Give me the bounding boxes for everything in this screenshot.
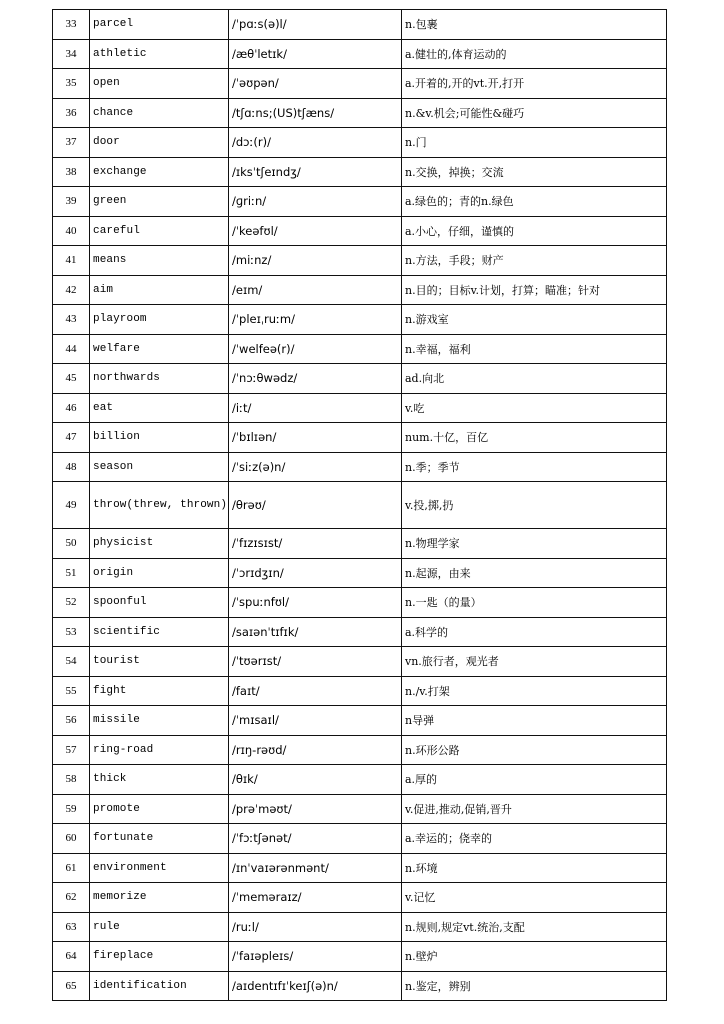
- entry-word: northwards: [90, 364, 229, 394]
- entry-meaning: n.&v.机会;可能性&碰巧: [402, 98, 667, 128]
- entry-word: season: [90, 452, 229, 482]
- entry-word: fight: [90, 676, 229, 706]
- entry-meaning: n.鉴定，辨别: [402, 971, 667, 1001]
- entry-word: spoonful: [90, 588, 229, 618]
- entry-word: physicist: [90, 529, 229, 559]
- entry-phonetic: /ˈspuːnfʊl/: [229, 588, 402, 618]
- entry-word: tourist: [90, 647, 229, 677]
- entry-number: 39: [53, 187, 90, 217]
- entry-number: 49: [53, 482, 90, 529]
- table-row: [53, 529, 667, 559]
- entry-phonetic: /ˈwelfeə(r)/: [229, 334, 402, 364]
- entry-phonetic: /rɪŋ-rəʊd/: [229, 735, 402, 765]
- entry-phonetic: /ˈmɪsaɪl/: [229, 706, 402, 736]
- entry-number: 61: [53, 853, 90, 883]
- entry-meaning: a.开着的,开的vt.开,打开: [402, 69, 667, 99]
- entry-word: athletic: [90, 39, 229, 69]
- entry-word: memorize: [90, 883, 229, 913]
- entry-number: 34: [53, 39, 90, 69]
- entry-number: 42: [53, 275, 90, 305]
- entry-phonetic: /ˈkeəfʊl/: [229, 216, 402, 246]
- entry-phonetic: /ˈbɪlɪən/: [229, 423, 402, 453]
- table-row: [53, 128, 667, 158]
- table-row: [53, 10, 667, 40]
- entry-word: identification: [90, 971, 229, 1001]
- table-row: [53, 275, 667, 305]
- entry-number: 55: [53, 676, 90, 706]
- table-row: [53, 647, 667, 677]
- entry-word: playroom: [90, 305, 229, 335]
- table-row: [53, 69, 667, 99]
- entry-number: 45: [53, 364, 90, 394]
- entry-phonetic: /ˈfɔːtʃənət/: [229, 824, 402, 854]
- entry-meaning: n.环境: [402, 853, 667, 883]
- vocabulary-table: [52, 9, 667, 1001]
- table-row: [53, 706, 667, 736]
- entry-word: eat: [90, 393, 229, 423]
- entry-meaning: n.规则,规定vt.统治,支配: [402, 912, 667, 942]
- entry-phonetic: /ˈfɪzɪsɪst/: [229, 529, 402, 559]
- entry-word: parcel: [90, 10, 229, 40]
- entry-phonetic: /miːnz/: [229, 246, 402, 276]
- entry-number: 65: [53, 971, 90, 1001]
- table-row: [53, 187, 667, 217]
- entry-number: 44: [53, 334, 90, 364]
- entry-word: rule: [90, 912, 229, 942]
- entry-meaning: v.投,掷,扔: [402, 482, 667, 529]
- entry-phonetic: /prəˈməʊt/: [229, 794, 402, 824]
- entry-word: scientific: [90, 617, 229, 647]
- entry-number: 40: [53, 216, 90, 246]
- table-row: [53, 735, 667, 765]
- table-row: [53, 39, 667, 69]
- entry-phonetic: /eɪm/: [229, 275, 402, 305]
- entry-word: ring-road: [90, 735, 229, 765]
- entry-phonetic: /ruːl/: [229, 912, 402, 942]
- entry-word: billion: [90, 423, 229, 453]
- table-row: [53, 334, 667, 364]
- entry-word: means: [90, 246, 229, 276]
- entry-meaning: ad.向北: [402, 364, 667, 394]
- table-row: [53, 246, 667, 276]
- entry-phonetic: /dɔː(r)/: [229, 128, 402, 158]
- entry-meaning: n.包裹: [402, 10, 667, 40]
- entry-number: 50: [53, 529, 90, 559]
- entry-meaning: n.游戏室: [402, 305, 667, 335]
- table-row: [53, 824, 667, 854]
- entry-number: 58: [53, 765, 90, 795]
- entry-number: 43: [53, 305, 90, 335]
- entry-meaning: num.十亿，百亿: [402, 423, 667, 453]
- entry-meaning: n./v.打架: [402, 676, 667, 706]
- entry-word: exchange: [90, 157, 229, 187]
- entry-meaning: v.促进,推动,促销,晋升: [402, 794, 667, 824]
- table-row: [53, 98, 667, 128]
- entry-meaning: n.门: [402, 128, 667, 158]
- entry-number: 47: [53, 423, 90, 453]
- vocabulary-page: [52, 9, 666, 1001]
- table-row: [53, 853, 667, 883]
- entry-word: green: [90, 187, 229, 217]
- entry-number: 41: [53, 246, 90, 276]
- entry-word: throw(threw, thrown): [90, 482, 229, 529]
- entry-word: promote: [90, 794, 229, 824]
- entry-phonetic: /faɪt/: [229, 676, 402, 706]
- entry-number: 33: [53, 10, 90, 40]
- entry-word: missile: [90, 706, 229, 736]
- entry-word: origin: [90, 558, 229, 588]
- entry-meaning: n.幸福，福利: [402, 334, 667, 364]
- entry-meaning: a.厚的: [402, 765, 667, 795]
- table-row: [53, 558, 667, 588]
- entry-phonetic: /tʃɑːns;(US)tʃæns/: [229, 98, 402, 128]
- entry-meaning: n.交换，掉换；交流: [402, 157, 667, 187]
- table-row: [53, 912, 667, 942]
- entry-word: welfare: [90, 334, 229, 364]
- table-row: [53, 942, 667, 972]
- entry-meaning: vn.旅行者，观光者: [402, 647, 667, 677]
- entry-number: 62: [53, 883, 90, 913]
- entry-word: aim: [90, 275, 229, 305]
- entry-phonetic: /ɪnˈvaɪərənmənt/: [229, 853, 402, 883]
- entry-meaning: a.健壮的,体育运动的: [402, 39, 667, 69]
- entry-meaning: n.季；季节: [402, 452, 667, 482]
- table-row: [53, 765, 667, 795]
- entry-phonetic: /ɡriːn/: [229, 187, 402, 217]
- table-row: [53, 364, 667, 394]
- entry-number: 38: [53, 157, 90, 187]
- entry-meaning: a.小心，仔细，谨慎的: [402, 216, 667, 246]
- entry-number: 46: [53, 393, 90, 423]
- entry-meaning: a.绿色的；青的n.绿色: [402, 187, 667, 217]
- entry-number: 59: [53, 794, 90, 824]
- vocabulary-table-body: [53, 10, 667, 1001]
- entry-meaning: n.物理学家: [402, 529, 667, 559]
- table-row: [53, 676, 667, 706]
- entry-number: 48: [53, 452, 90, 482]
- entry-phonetic: /aɪdentɪfɪˈkeɪʃ(ə)n/: [229, 971, 402, 1001]
- entry-phonetic: /ˈɔrɪdʒɪn/: [229, 558, 402, 588]
- entry-number: 53: [53, 617, 90, 647]
- table-row: [53, 883, 667, 913]
- entry-meaning: v.吃: [402, 393, 667, 423]
- entry-phonetic: /ˈəʊpən/: [229, 69, 402, 99]
- entry-meaning: v.记忆: [402, 883, 667, 913]
- entry-phonetic: /ˈpɑːs(ə)l/: [229, 10, 402, 40]
- entry-meaning: n.壁炉: [402, 942, 667, 972]
- table-row: [53, 216, 667, 246]
- entry-meaning: n导弹: [402, 706, 667, 736]
- entry-meaning: a.幸运的；侥幸的: [402, 824, 667, 854]
- entry-number: 64: [53, 942, 90, 972]
- entry-phonetic: /θɪk/: [229, 765, 402, 795]
- entry-number: 52: [53, 588, 90, 618]
- entry-number: 56: [53, 706, 90, 736]
- entry-phonetic: /æθˈletɪk/: [229, 39, 402, 69]
- entry-phonetic: /ˈnɔːθwədz/: [229, 364, 402, 394]
- table-row: [53, 305, 667, 335]
- entry-number: 51: [53, 558, 90, 588]
- table-row: [53, 617, 667, 647]
- entry-phonetic: /ˈpleɪˌruːm/: [229, 305, 402, 335]
- entry-meaning: n.一匙（的量）: [402, 588, 667, 618]
- entry-phonetic: /ˈtʊərɪst/: [229, 647, 402, 677]
- entry-phonetic: /ˈsiːz(ə)n/: [229, 452, 402, 482]
- entry-meaning: a.科学的: [402, 617, 667, 647]
- entry-number: 35: [53, 69, 90, 99]
- table-row: [53, 482, 667, 529]
- entry-phonetic: /saɪənˈtɪfɪk/: [229, 617, 402, 647]
- entry-word: careful: [90, 216, 229, 246]
- entry-word: open: [90, 69, 229, 99]
- entry-phonetic: /iːt/: [229, 393, 402, 423]
- entry-word: environment: [90, 853, 229, 883]
- table-row: [53, 423, 667, 453]
- table-row: [53, 794, 667, 824]
- entry-number: 57: [53, 735, 90, 765]
- table-row: [53, 588, 667, 618]
- table-row: [53, 452, 667, 482]
- table-row: [53, 393, 667, 423]
- entry-phonetic: /ˈmeməraɪz/: [229, 883, 402, 913]
- entry-number: 63: [53, 912, 90, 942]
- table-row: [53, 157, 667, 187]
- entry-word: fortunate: [90, 824, 229, 854]
- entry-word: thick: [90, 765, 229, 795]
- entry-phonetic: /θrəʊ/: [229, 482, 402, 529]
- entry-number: 36: [53, 98, 90, 128]
- entry-word: door: [90, 128, 229, 158]
- entry-number: 60: [53, 824, 90, 854]
- entry-meaning: n.环形公路: [402, 735, 667, 765]
- entry-word: fireplace: [90, 942, 229, 972]
- entry-meaning: n.目的；目标v.计划，打算；瞄准；针对: [402, 275, 667, 305]
- entry-number: 37: [53, 128, 90, 158]
- entry-phonetic: /ˈfaɪəpleɪs/: [229, 942, 402, 972]
- entry-phonetic: /ɪksˈtʃeɪndʒ/: [229, 157, 402, 187]
- entry-meaning: n.起源，由来: [402, 558, 667, 588]
- entry-meaning: n.方法，手段；财产: [402, 246, 667, 276]
- entry-number: 54: [53, 647, 90, 677]
- table-row: [53, 971, 667, 1001]
- entry-word: chance: [90, 98, 229, 128]
